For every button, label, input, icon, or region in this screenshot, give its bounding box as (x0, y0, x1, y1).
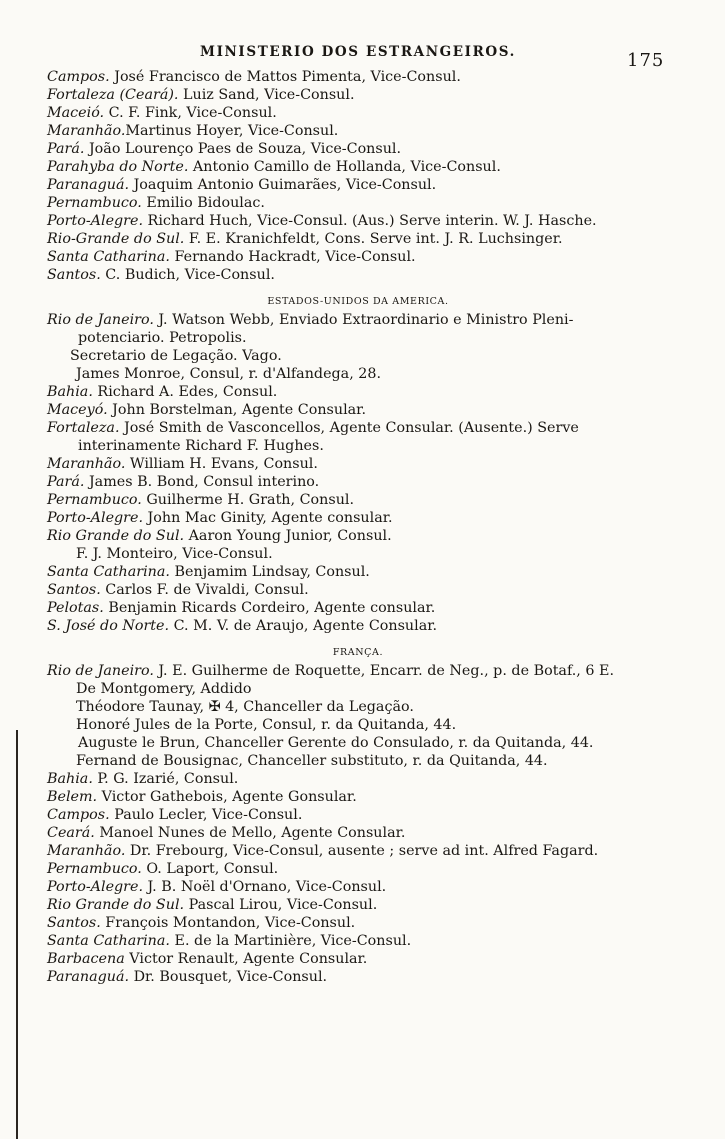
page-number: 175 (627, 50, 665, 71)
entry-line (47, 617, 437, 635)
place-name: Porto-Alegre. (47, 879, 144, 895)
entry-line (47, 68, 461, 86)
place-name: Parahyba do Norte. (47, 159, 189, 175)
place-name: Fortaleza (Ceará). (47, 87, 179, 103)
place-name: Maranhão. (47, 456, 126, 472)
entry-line (47, 311, 573, 329)
entry-line (47, 788, 357, 806)
entry-line (47, 212, 597, 230)
place-name: Paranaguá. (47, 177, 130, 193)
entry-text: Martinus Hoyer, Vice-Consul. (125, 123, 339, 139)
entry-text: James B. Bond, Consul interino. (84, 474, 320, 490)
entry-line (47, 401, 366, 419)
place-name: Rio-Grande do Sul. (47, 231, 185, 247)
entry-text: Paulo Lecler, Vice-Consul. (109, 807, 303, 823)
entry-text: Dr. Bousquet, Vice-Consul. (129, 969, 328, 985)
place-name: Porto-Alegre. (47, 213, 144, 229)
entry-text: E. de la Martinière, Vice-Consul. (169, 933, 412, 949)
entry-line (47, 383, 277, 401)
entry-line (47, 878, 386, 896)
entry-text: J. Watson Webb, Enviado Extraordinario e Ministro Pleni- (153, 312, 574, 328)
entry-line (76, 365, 381, 383)
entry-text: Luiz Sand, Vice-Consul. (178, 87, 355, 103)
place-name: Barbacena (47, 951, 125, 967)
entry-text: O. Laport, Consul. (141, 861, 279, 877)
place-name: S. José do Norte. (47, 618, 170, 634)
entry-text: José Smith de Vasconcellos, Agente Consular. (Ausente.) Serve (119, 420, 579, 436)
entry-text: James Monroe, Consul, r. d'Alfandega, 28. (76, 366, 382, 382)
entry-line (47, 896, 377, 914)
place-name: Rio de Janeiro. (47, 663, 154, 679)
place-name: Pará. (47, 141, 85, 157)
entry-text: potenciario. Petropolis. (78, 330, 247, 346)
entry-line (78, 734, 593, 752)
entry-text: P. G. Izarié, Consul. (92, 771, 239, 787)
entry-line (47, 950, 367, 968)
entry-text: Auguste le Brun, Chanceller Gerente do Consulado, r. da Quitanda, 44. (78, 735, 594, 751)
entry-text: Joaquim Antonio Guimarães, Vice-Consul. (129, 177, 437, 193)
entry-text: Victor Renault, Agente Consular. (124, 951, 368, 967)
entry-line (47, 122, 338, 140)
place-name: Maranhão. (47, 123, 126, 139)
entry-text: Manoel Nunes de Mello, Agente Consular. (94, 825, 406, 841)
entry-line (47, 662, 614, 680)
place-name: Campos. (47, 69, 110, 85)
entry-line (47, 509, 393, 527)
entry-text: José Francisco de Mattos Pimenta, Vice-Consul. (109, 69, 461, 85)
place-name: Maceió. (47, 105, 105, 121)
entry-text: Emilio Bidoulac. (141, 195, 265, 211)
place-name: Belem. (47, 789, 98, 805)
entry-line (76, 698, 414, 716)
entry-line (47, 194, 265, 212)
entry-line (76, 752, 548, 770)
entry-text: F. J. Monteiro, Vice-Consul. (76, 546, 273, 562)
entry-line (47, 104, 277, 122)
entry-line (76, 716, 456, 734)
place-name: Rio de Janeiro. (47, 312, 154, 328)
entry-line (47, 176, 436, 194)
entry-text: Aaron Young Junior, Consul. (184, 528, 392, 544)
entry-text: Victor Gathebois, Agente Gonsular. (97, 789, 357, 805)
entry-text: Théodore Taunay, ✠ 4, Chanceller da Legação. (76, 699, 414, 715)
entry-text: C. F. Fink, Vice-Consul. (104, 105, 277, 121)
entry-line (47, 491, 354, 509)
entry-line (47, 266, 275, 284)
entry-text: Fernand de Bousignac, Chanceller substituto, r. da Quitanda, 44. (76, 753, 548, 769)
place-name: Bahia. (47, 384, 93, 400)
section-heading: FRANÇA. (332, 647, 384, 658)
entry-line (70, 347, 282, 365)
entry-line (47, 806, 302, 824)
entry-text: François Montandon, Vice-Consul. (100, 915, 356, 931)
place-name: Pelotas. (47, 600, 104, 616)
place-name: Bahia. (47, 771, 93, 787)
entry-text: J. E. Guilherme de Roquette, Encarr. de Neg., p. de Botaf., 6 E. (153, 663, 614, 679)
entry-line (47, 842, 598, 860)
place-name: Ceará. (47, 825, 95, 841)
place-name: Pernambuco. (47, 861, 142, 877)
entry-text: João Lourenço Paes de Souza, Vice-Consul. (84, 141, 402, 157)
page-header: MINISTERIO DOS ESTRANGEIROS. (200, 44, 516, 60)
place-name: Paranaguá. (47, 969, 130, 985)
place-name: Rio Grande do Sul. (47, 528, 185, 544)
place-name: Santa Catharina. (47, 249, 170, 265)
entry-line (47, 140, 401, 158)
entry-text: J. B. Noël d'Ornano, Vice-Consul. (143, 879, 387, 895)
entry-text: C. M. V. de Araujo, Agente Consular. (169, 618, 438, 634)
entry-text: John Mac Ginity, Agente consular. (143, 510, 393, 526)
entry-text: F. E. Kranichfeldt, Cons. Serve int. J. R. Luchsinger. (184, 231, 563, 247)
entry-line (47, 824, 405, 842)
entry-text: Benjamim Lindsay, Consul. (169, 564, 370, 580)
entry-line (47, 86, 355, 104)
entry-text: Dr. Frebourg, Vice-Consul, ausente ; serve ad int. Alfred Fagard. (125, 843, 599, 859)
place-name: Santos. (47, 582, 101, 598)
entry-line (47, 914, 355, 932)
place-name: Santos. (47, 267, 101, 283)
place-name: Porto-Alegre. (47, 510, 144, 526)
place-name: Santos. (47, 915, 101, 931)
entry-line (47, 770, 238, 788)
entry-text: Pascal Lirou, Vice-Consul. (184, 897, 378, 913)
entry-line (76, 680, 252, 698)
entry-text: De Montgomery, Addido (76, 681, 252, 697)
place-name: Campos. (47, 807, 110, 823)
entry-text: John Borstelman, Agente Consular. (107, 402, 366, 418)
page-edge-rule (16, 730, 18, 1139)
entry-line (47, 527, 392, 545)
entry-line (47, 473, 319, 491)
entry-line (47, 158, 501, 176)
entry-line (47, 563, 370, 581)
entry-line (76, 545, 273, 563)
place-name: Rio Grande do Sul. (47, 897, 185, 913)
entry-text: Guilherme H. Grath, Consul. (141, 492, 355, 508)
entry-line (47, 581, 309, 599)
entry-text: interinamente Richard F. Hughes. (78, 438, 324, 454)
place-name: Pernambuco. (47, 195, 142, 211)
place-name: Maranhão. (47, 843, 126, 859)
place-name: Fortaleza. (47, 420, 120, 436)
entry-line (47, 932, 411, 950)
entry-text: William H. Evans, Consul. (125, 456, 318, 472)
entry-text: Benjamin Ricards Cordeiro, Agente consular. (103, 600, 436, 616)
entry-line (78, 437, 324, 455)
entry-line (47, 455, 318, 473)
entry-text: Richard Huch, Vice-Consul. (Aus.) Serve interin. W. J. Hasche. (143, 213, 597, 229)
entry-text: Fernando Hackradt, Vice-Consul. (169, 249, 416, 265)
entry-line (47, 599, 435, 617)
place-name: Santa Catharina. (47, 933, 170, 949)
entry-text: Antonio Camillo de Hollanda, Vice-Consul. (188, 159, 501, 175)
place-name: Maceyó. (47, 402, 108, 418)
entry-line (78, 329, 247, 347)
entry-line (47, 968, 327, 986)
section-heading: ESTADOS-UNIDOS DA AMERICA. (267, 296, 449, 307)
entry-text: Secretario de Legação. Vago. (70, 348, 282, 364)
entry-text: Carlos F. de Vivaldi, Consul. (100, 582, 309, 598)
place-name: Santa Catharina. (47, 564, 170, 580)
entry-line (47, 230, 563, 248)
entry-text: C. Budich, Vice-Consul. (100, 267, 275, 283)
entry-text: Honoré Jules de la Porte, Consul, r. da Quitanda, 44. (76, 717, 457, 733)
entry-line (47, 248, 416, 266)
entry-line (47, 419, 579, 437)
entry-text: Richard A. Edes, Consul. (92, 384, 278, 400)
place-name: Pernambuco. (47, 492, 142, 508)
entry-line (47, 860, 278, 878)
place-name: Pará. (47, 474, 85, 490)
